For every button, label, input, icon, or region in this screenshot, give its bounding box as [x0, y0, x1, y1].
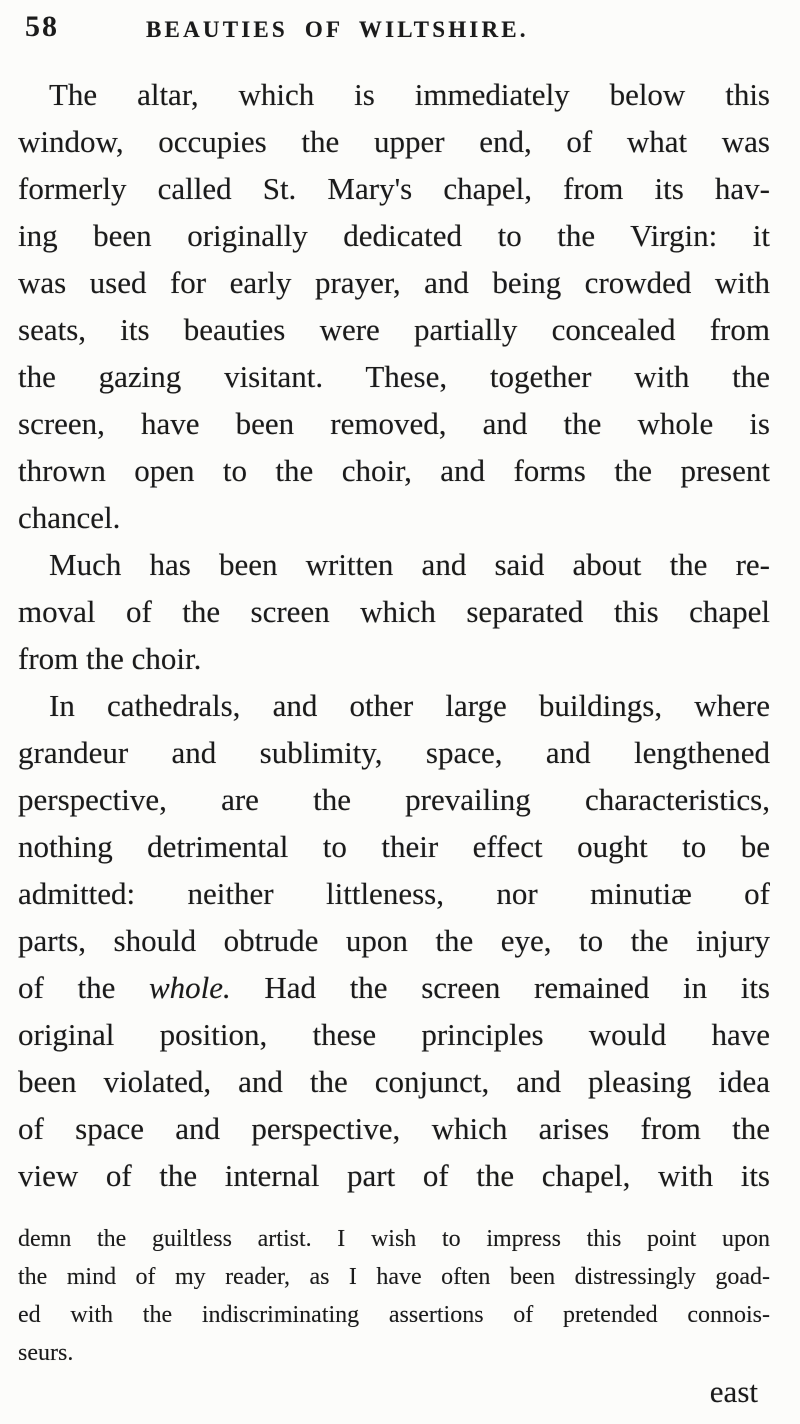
text-line: grandeur and sublimity, space, and lengthened	[18, 735, 770, 770]
text-line: the gazing visitant. These, together with the	[18, 359, 770, 394]
text-line: formerly called St. Mary's chapel, from its hav-	[18, 171, 770, 206]
text-line: moval of the screen which separated this chapel	[18, 594, 770, 629]
text-line: In cathedrals, and other large buildings, where	[49, 688, 770, 723]
text-line: The altar, which is immediately below this	[49, 77, 770, 112]
text-line: chancel.	[18, 500, 121, 535]
body-text	[18, 71, 770, 1199]
page-number: 58	[25, 10, 59, 43]
text-line: Much has been written and said about the re-	[49, 547, 770, 582]
text-line: of space and perspective, which arises from the	[18, 1111, 770, 1146]
footnote-line: ed with the indiscriminating assertions of pretended connois-	[18, 1302, 770, 1328]
text-segment: of the	[18, 970, 149, 1005]
text-line: parts, should obtrude upon the eye, to the injury	[18, 923, 770, 958]
text-line: window, occupies the upper end, of what was	[18, 124, 770, 159]
italic-word: whole.	[148, 970, 231, 1005]
catchword: east	[709, 1374, 758, 1409]
text-line: thrown open to the choir, and forms the present	[18, 453, 770, 488]
text-line: from the choir.	[18, 641, 202, 676]
text-line-with-italic	[18, 964, 770, 1011]
text-line: screen, have been removed, and the whole is	[18, 406, 770, 441]
text-line: ing been originally dedicated to the Virgin: it	[18, 218, 770, 253]
running-title: BEAUTIES OF WILTSHIRE.	[146, 17, 529, 42]
text-line: perspective, are the prevailing characteristics,	[18, 782, 770, 817]
text-line: view of the internal part of the chapel, with its	[18, 1158, 770, 1193]
footnote-line: seurs.	[18, 1340, 74, 1366]
text-segment: Had the screen remained in its	[230, 970, 770, 1005]
footnote	[18, 1220, 770, 1372]
text-line: was used for early prayer, and being crowded with	[18, 265, 770, 300]
text-line: seats, its beauties were partially concealed from	[18, 312, 770, 347]
text-line: original position, these principles would have	[18, 1017, 770, 1052]
text-line: been violated, and the conjunct, and pleasing idea	[18, 1064, 770, 1099]
text-line: admitted: neither littleness, nor minutiæ of	[18, 876, 770, 911]
footnote-line: the mind of my reader, as I have often been distressingly goad-	[18, 1264, 770, 1290]
footnote-line: demn the guiltless artist. I wish to impress this point upon	[18, 1226, 770, 1252]
text-line: nothing detrimental to their effect ought to be	[18, 829, 770, 864]
